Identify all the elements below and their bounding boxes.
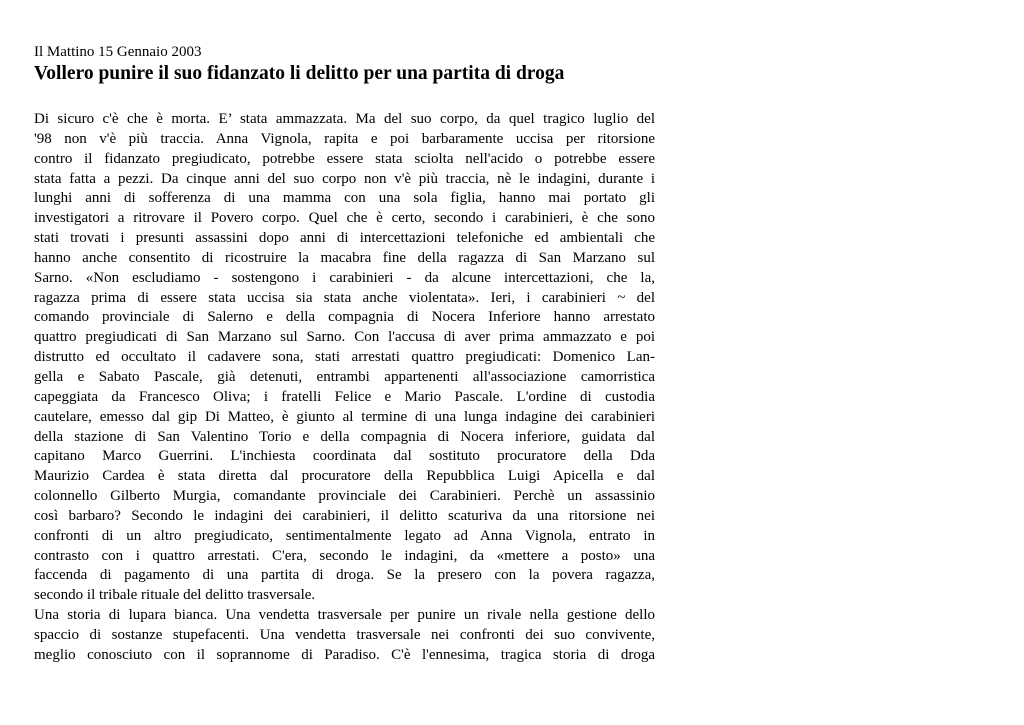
body-text-line: comando provinciale di Salerno e della compagnia di Nocera Inferiore hanno arrestato: [34, 309, 655, 326]
source-date-line: Il Mattino 15 Gennaio 2003: [34, 44, 202, 60]
body-text-line: distrutto ed occultato il cadavere sona, stati arrestati quattro pregiudicati: Domenico Lan-: [34, 349, 655, 366]
body-text-line: secondo il tribale rituale del delitto trasversale.: [34, 587, 316, 604]
body-text-line: capeggiata da Francesco Oliva; i fratelli Felice e Mario Pascale. L'ordine di custodia: [34, 388, 655, 405]
body-text-line: della stazione di San Valentino Torio e della compagnia di Nocera inferiore, guidata dal: [34, 428, 655, 445]
body-text-line: lunghi anni di sofferenza di una mamma con una sola figlia, hanno mai portato gli: [34, 190, 655, 207]
body-text-line: Maurizio Cardea è stata diretta dal procuratore della Repubblica Luigi Apicella e dal: [34, 468, 655, 485]
body-text-line: cautelare, emesso dal gip Di Matteo, è giunto al termine di una lunga indagine dei carabinieri: [34, 408, 655, 425]
article-body: [34, 110, 655, 666]
article-headline: Vollero punire il suo fidanzato li delitto per una partita di droga: [34, 63, 565, 84]
body-text-line: spaccio di sostanze stupefacenti. Una vendetta trasversale nei confronti dei suo convivente,: [34, 626, 655, 643]
body-text-line: Una storia di lupara bianca. Una vendetta trasversale per punire un rivale nella gestione dello: [34, 607, 655, 624]
body-text-line: così barbaro? Secondo le indagini dei carabinieri, il delitto scaturiva da una ritorsione nei: [34, 507, 655, 524]
body-text-line: meglio conosciuto con il soprannome di Paradiso. C'è l'ennesima, tragica storia di droga: [34, 646, 655, 663]
body-text-line: gella e Sabato Pascale, già detenuti, entrambi appartenenti all'associazione camorristica: [34, 368, 655, 385]
body-text-line: Di sicuro c'è che è morta. E’ stata ammazzata. Ma del suo corpo, da quel tragico luglio del: [34, 111, 655, 127]
body-text-line: faccenda di pagamento di una partita di droga. Se la presero con la povera ragazza,: [34, 567, 655, 584]
body-text-line: contrasto con i quattro arrestati. C'era, secondo le indagini, da «mettere a posto» una: [34, 547, 655, 564]
body-text-line: colonnello Gilberto Murgia, comandante provinciale dei Carabinieri. Perchè un assassinio: [34, 488, 655, 505]
document-page: [34, 42, 655, 666]
body-text-line: confronti di un altro pregiudicato, sentimentalmente legato ad Anna Vignola, entrato in: [34, 527, 655, 544]
body-text-line: '98 non v'è più traccia. Anna Vignola, rapita e poi barbaramente uccisa per ritorsione: [34, 130, 655, 147]
body-text-line: capitano Marco Guerrini. L'inchiesta coordinata dal sostituto procuratore della Dda: [34, 448, 655, 465]
body-text-line: investigatori a ritrovare il Povero corpo. Quel che è certo, secondo i carabinieri, è che sono: [34, 210, 655, 227]
body-text-line: ragazza prima di essere stata uccisa sia stata anche violentata». Ieri, i carabinieri ~ del: [34, 289, 655, 306]
body-text-line: hanno anche consentito di ricostruire la macabra fine della ragazza di San Marzano sul: [34, 249, 655, 266]
body-text-line: Sarno. «Non escludiamo - sostengono i carabinieri - da alcune intercettazioni, che la,: [34, 269, 655, 286]
body-text-line: stati trovati i presunti assassini dopo anni di intercettazioni telefoniche ed ambientali che: [34, 230, 655, 247]
body-text-line: contro il fidanzato pregiudicato, potrebbe essere stata sciolta nell'acido o potrebbe essere: [34, 150, 655, 167]
body-text-line: stata fatta a pezzi. Da cinque anni del suo corpo non v'è più traccia, nè le indagini, durante i: [34, 170, 655, 187]
body-text-line: quattro pregiudicati di San Marzano sul Sarno. Con l'accusa di aver prima ammazzato e poi: [34, 329, 655, 346]
